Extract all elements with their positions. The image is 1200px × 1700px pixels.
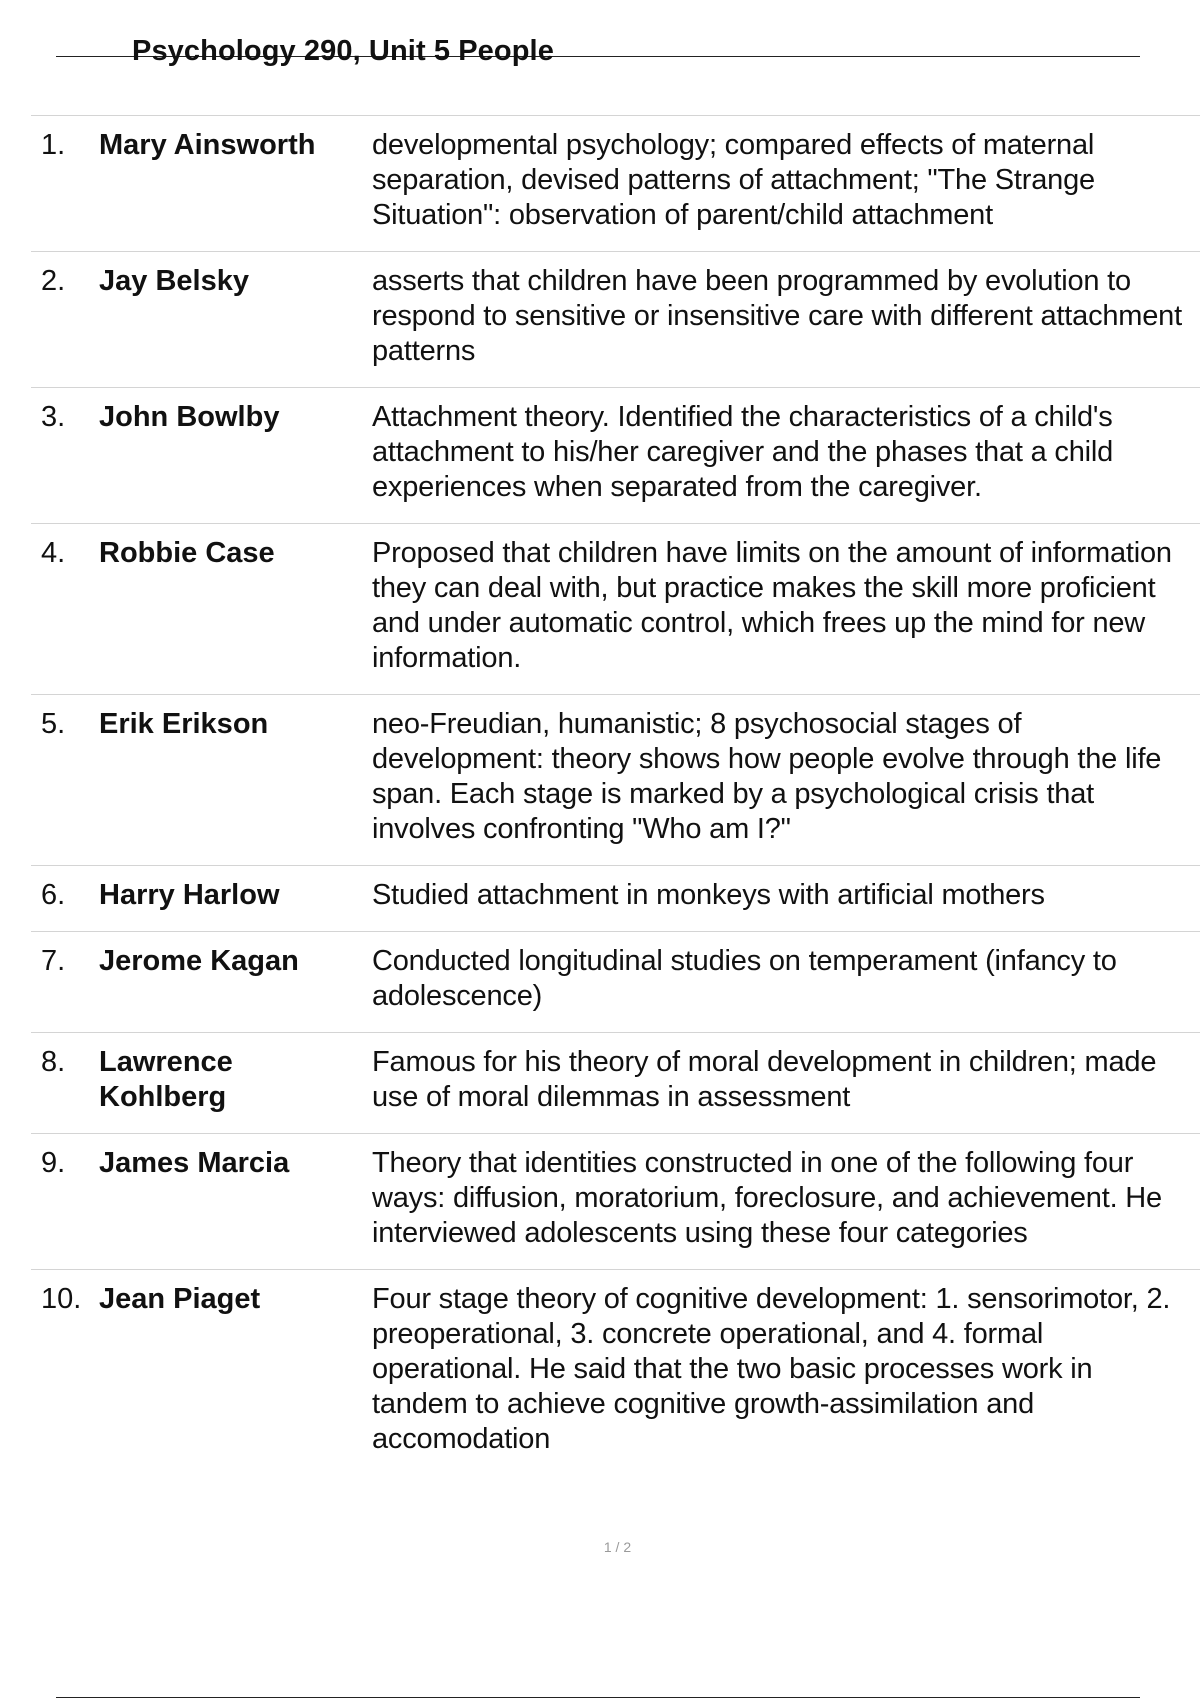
table-row: [31, 695, 1200, 866]
entry-number: 7.: [41, 945, 66, 977]
table-row: [31, 932, 1200, 1033]
entry-number: 3.: [41, 401, 66, 433]
table-row: [31, 1134, 1200, 1270]
entry-name: Jerome Kagan: [99, 945, 299, 977]
entry-name: Robbie Case: [99, 537, 275, 569]
entry-name: Mary Ainsworth: [99, 129, 316, 161]
entry-name: Jean Piaget: [99, 1283, 261, 1315]
entry-description: Four stage theory of cognitive development: 1. sensorimotor, 2. preoperational, 3. concrete operational, and 4. formal operational. He said that the two basic processes work in tandem to achieve cognitive growth-assimilation and accomodation: [372, 1283, 1171, 1455]
entry-number: 4.: [41, 537, 66, 569]
entry-description: developmental psychology; compared effects of maternal separation, devised patterns of attachment; "The Strange Situation": observation of parent/child attachment: [372, 129, 1095, 231]
page-indicator: 1 / 2: [603, 1539, 632, 1555]
table-row: [31, 866, 1200, 932]
entry-name: Erik Erikson: [99, 708, 269, 740]
entry-description: Theory that identities constructed in one of the following four ways: diffusion, moratorium, foreclosure, and achievement. He interviewed adolescents using these four categories: [372, 1147, 1162, 1249]
entry-description: neo-Freudian, humanistic; 8 psychosocial stages of development: theory shows how people evolve through the life span. Each stage is marked by a psychological crisis that involves confronting "Who am I?": [372, 708, 1162, 845]
entry-number: 2.: [41, 265, 66, 297]
entry-number: 8.: [41, 1046, 66, 1078]
table-row: [31, 388, 1200, 524]
table-row: [31, 252, 1200, 388]
entry-description: Attachment theory. Identified the characteristics of a child's attachment to his/her caregiver and the phases that a child experiences when separated from the caregiver.: [372, 401, 1114, 503]
entry-number: 1.: [41, 129, 66, 161]
entry-description: Studied attachment in monkeys with artificial mothers: [372, 879, 1045, 911]
entry-number: 9.: [41, 1147, 66, 1179]
table-row: [31, 524, 1200, 695]
entry-description: Famous for his theory of moral development in children; made use of moral dilemmas in assessment: [372, 1046, 1157, 1113]
entry-name: Lawrence Kohlberg: [99, 1046, 233, 1113]
entry-name: Harry Harlow: [99, 879, 280, 911]
table-row: [31, 1033, 1200, 1134]
entry-description: Proposed that children have limits on the amount of information they can deal with, but practice makes the skill more proficient and under automatic control, which frees up the mind for new information.: [372, 537, 1172, 674]
entry-number: 5.: [41, 708, 66, 740]
entry-description: Conducted longitudinal studies on temperament (infancy to adolescence): [372, 945, 1117, 1012]
bottom-rule: [56, 1697, 1140, 1698]
entry-number: 10.: [41, 1283, 82, 1315]
entry-name: John Bowlby: [99, 401, 280, 433]
people-table: [31, 115, 1200, 1475]
entry-description: asserts that children have been programmed by evolution to respond to sensitive or insensitive care with different attachment patterns: [372, 265, 1182, 367]
table-row: [31, 116, 1200, 252]
entry-name: James Marcia: [99, 1147, 290, 1179]
table-row: [31, 1270, 1200, 1475]
entry-number: 6.: [41, 879, 66, 911]
page-title: Psychology 290, Unit 5 People: [132, 35, 554, 67]
entry-name: Jay Belsky: [99, 265, 249, 297]
